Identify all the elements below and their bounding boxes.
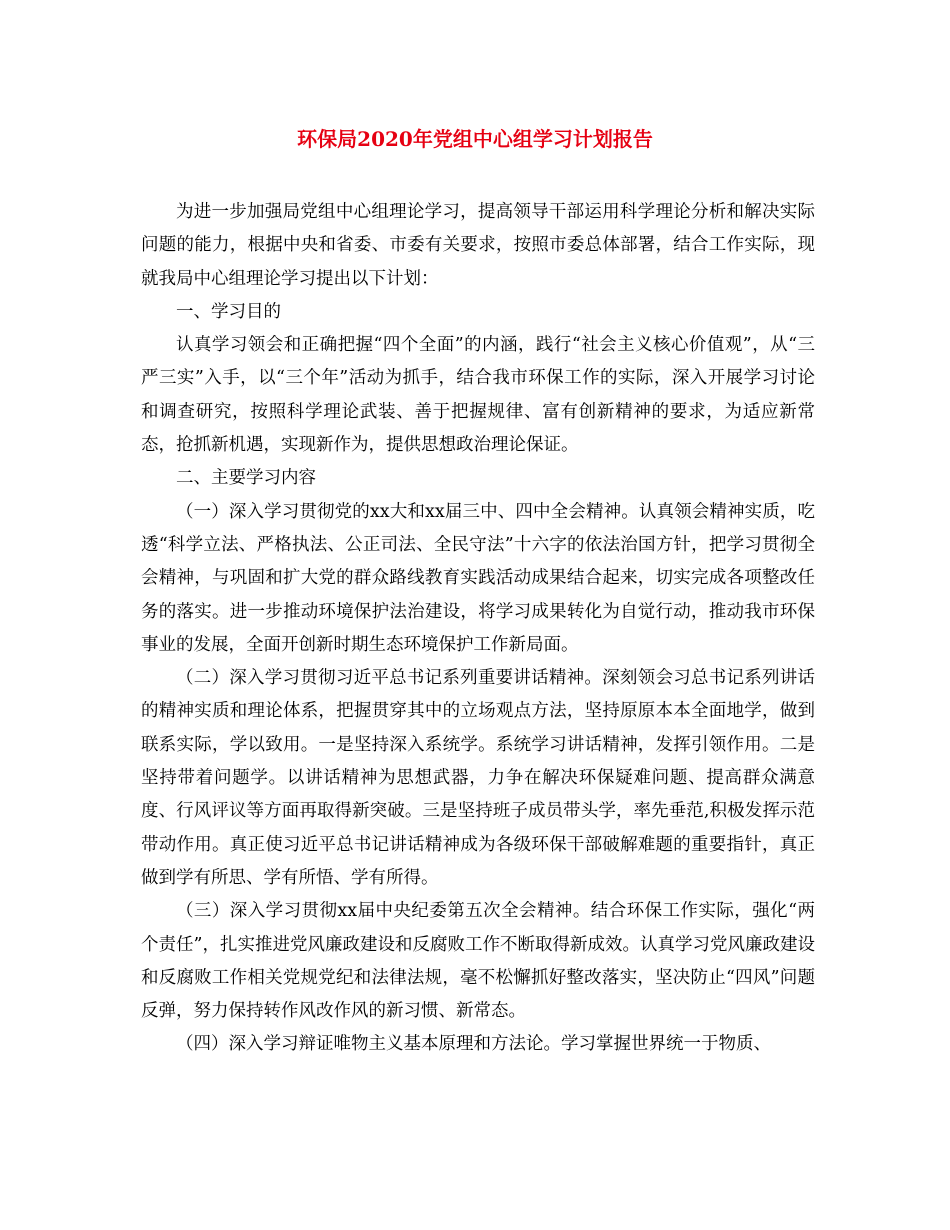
paragraph-item-4: （四）深入学习辩证唯物主义基本原理和方法论。学习掌握世界统一于物质、 [176, 1034, 771, 1055]
paragraph-item-2: （二）深入学习贯彻习近平总书记系列重要讲话精神。深刻领会习总书记系列讲话的精神实质和理论体系，把握贯穿其中的立场观点方法，坚持原原本本全面地学，做到联系实际，学以致用。一是坚持深入系统学。系统学习讲话精神，发挥引领作用。二是坚持带着问题学。以讲话精神为思想武器，力争在解决环保疑难问题、提高群众满意度、行风评议等方面再取得新突破。三是坚持班子成员带头学，率先垂范,积极发挥示范带动作用。真正使习近平总书记讲话精神成为各级环保干部破解难题的重要指针，真正做到学有所思、学有所悟、学有所得。 [141, 668, 815, 888]
document-title: 环保局2020年党组中心组学习计划报告 [297, 127, 653, 151]
paragraph-item-1: （一）深入学习贯彻党的xx大和xx届三中、四中全会精神。认真领会精神实质，吃透“科学立法、严格执法、公正司法、全民守法”十六字的依法治国方针，把学习贯彻全会精神，与巩固和扩大党的群众路线教育实践活动成果结合起来，切实完成各项整改任务的落实。进一步推动环境保护法治建设，将学习成果转化为自觉行动，推动我市环保事业的发展，全面开创新时期生态环境保护工作新局面。 [141, 501, 815, 655]
paragraph-purpose: 认真学习领会和正确把握“四个全面”的内涵，践行“社会主义核心价值观”，从“三严三实”入手，以“三个年”活动为抓手，结合我市环保工作的实际，深入开展学习讨论和调查研究，按照科学理论武装、善于把握规律、富有创新精神的要求，为适应新常态，抢抓新机遇，实现新作为，提供思想政治理论保证。 [141, 335, 815, 456]
section-heading-content: 二、主要学习内容 [176, 468, 316, 489]
section-heading-purpose: 一、学习目的 [176, 301, 281, 322]
paragraph-intro: 为进一步加强局党组中心组理论学习，提高领导干部运用科学理论分析和解决实际问题的能力，根据中央和省委、市委有关要求，按照市委总体部署，结合工作实际，现就我局中心组理论学习提出以下计划： [141, 202, 815, 289]
document-body [141, 196, 815, 1062]
paragraph-item-3: （三）深入学习贯彻xx届中央纪委第五次全会精神。结合环保工作实际，强化“两个责任”，扎实推进党风廉政建设和反腐败工作不断取得新成效。认真学习党风廉政建设和反腐败工作相关党规党纪和法律法规，毫不松懈抓好整改落实，坚决防止“四风”问题反弹，努力保持转作风改作风的新习惯、新常态。 [141, 901, 815, 1022]
